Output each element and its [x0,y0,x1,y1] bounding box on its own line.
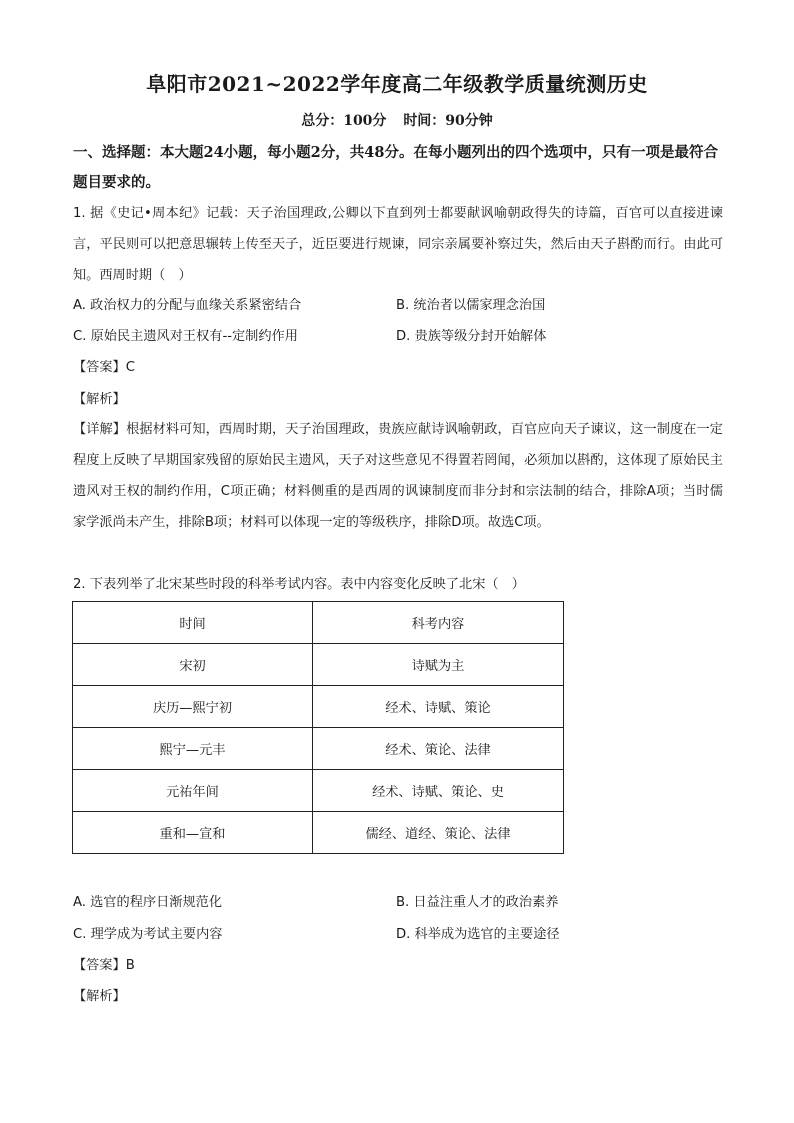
question-2-stem: 2. 下表列举了北宋某些时段的科举考试内容。表中内容变化反映了北宋（ ） [73,577,525,592]
total-score: 总分：100分 [301,113,387,129]
table-row [73,770,564,812]
q1-analysis-label: 【解析】 [73,392,126,407]
table-cell: 儒经、道经、策论、法律 [313,812,564,854]
q1-option-d: D. 贵族等级分封开始解体 [396,329,547,344]
table-row [73,686,564,728]
q2-option-c: C. 理学成为考试主要内容 [73,927,223,942]
table-cell: 经术、策论、法律 [313,728,564,770]
table-header-cell: 科考内容 [313,602,564,644]
q1-option-c: C. 原始民主遗风对王权有--定制约作用 [73,329,298,344]
table-row [73,644,564,686]
table-row [73,728,564,770]
table-cell: 熙宁—元丰 [73,728,313,770]
q2-option-b: B. 日益注重人才的政治素养 [396,895,559,910]
section-heading: 一、选择题：本大题24小题，每小题2分，共48分。在每小题列出的四个选项中，只有一项是最符合题目要求的。 [73,144,718,191]
table-cell: 庆历—熙宁初 [73,686,313,728]
table-header-row [73,602,564,644]
q2-analysis-label: 【解析】 [73,989,126,1004]
q1-option-b: B. 统治者以儒家理念治国 [396,298,546,313]
q1-detail: 【详解】根据材料可知，西周时期，天子治国理政，贵族应献诗讽喻朝政，百官应向天子谏议，这一制度在一定程度上反映了早期国家残留的原始民主遗风，天子对这些意见不得置若罔闻，必须加以斟酌，这体现了原始民主遗风对王权的制约作用，C项正确；材料侧重的是西周的讽谏制度而非分封和宗法制的结合，排除A项；当时儒家学派尚未产生，排除B项；材料可以体现一定的等级秩序，排除D项。故选C项。 [73,422,723,530]
q2-option-d: D. 科举成为选官的主要途径 [396,927,560,942]
table-cell: 经术、诗赋、策论、史 [313,770,564,812]
q1-option-a: A. 政治权力的分配与血缘关系紧密结合 [73,298,302,313]
table-cell: 诗赋为主 [313,644,564,686]
table-row [73,812,564,854]
question-1-stem: 1. 据《史记•周本纪》记载：天子治国理政,公卿以下直到列士都要献讽喻朝政得失的诗篇，百官可以直接进谏言，平民则可以把意思辗转上传至天子，近臣要进行规谏，同宗亲属要补察过失，然后由天子斟酌而行。由此可知。西周时期（ ） [73,206,723,283]
table-cell: 元祐年间 [73,770,313,812]
q2-answer: 【答案】B [73,958,135,973]
exam-content-table [72,601,564,854]
page-title: 阜阳市2021~2022学年度高二年级教学质量统测历史 [146,72,648,96]
q1-answer: 【答案】C [73,360,135,375]
exam-info [0,110,794,130]
table-header-cell: 时间 [73,602,313,644]
table-cell: 重和—宣和 [73,812,313,854]
q2-option-a: A. 选官的程序日渐规范化 [73,895,223,910]
exam-time: 时间：90分钟 [403,113,493,129]
table-cell: 经术、诗赋、策论 [313,686,564,728]
table-cell: 宋初 [73,644,313,686]
